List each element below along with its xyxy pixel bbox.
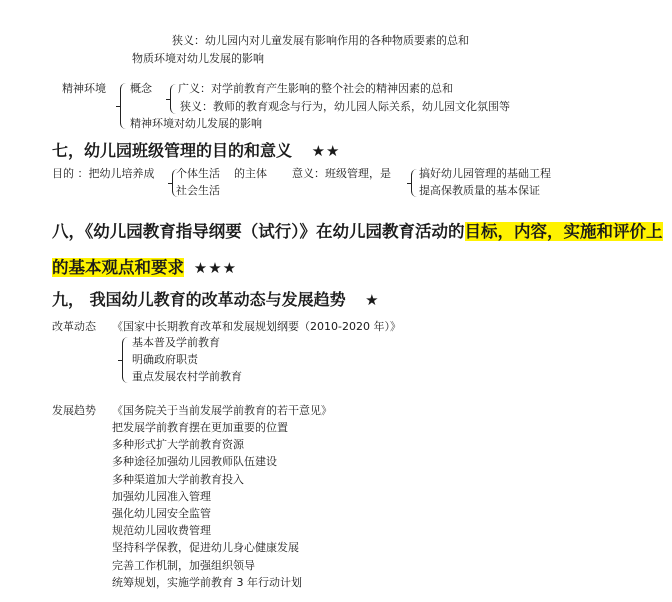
meaning-item-1: 搞好幼儿园管理的基础工程 [419,167,551,180]
reform-item: 基本普及学前教育 [132,336,220,349]
goal-prefix: 目的 ：把幼儿培养成 [52,167,155,180]
trend-item: 强化幼儿园安全监管 [112,507,211,520]
section7-title-text: 七，幼儿园班级管理的目的和意义 [52,141,293,160]
section8-line2 [52,256,237,280]
meaning-brace [411,169,418,197]
trend-item: 加强幼儿园准入管理 [112,489,211,503]
section8-part1: 八，《幼儿园教育指导纲要（试行）》在幼儿园教育活动的 [52,222,465,241]
meaning-prefix: 意义：班级管理，是 [292,167,391,180]
reform-brace [122,337,129,383]
section8-highlight-1: 目标，内容，实施和评价上 [464,222,663,241]
section7-stars: ★★ [311,142,341,160]
trend-item: 多种形式扩大学前教育资源 [112,438,244,452]
spirit-concept: 概念 [130,82,152,95]
spirit-narrow-text: 狭义：教师的教育观念与行为，幼儿园人际关系，幼儿园文化氛围等 [180,100,510,113]
trend-item: 统筹规划，实施学前教育 3 年行动计划 [112,575,302,589]
section7-title [52,141,341,161]
section9-title [52,290,380,310]
section9-stars: ★ [365,291,380,309]
goal-suffix: 的主体 [234,167,267,180]
reform-item: 明确政府职责 [132,353,198,366]
section8-highlight-2: 的基本观点和要求 [52,258,184,277]
spirit-broad-text: 广义：对学前教育产生影响的整个社会的精神因素的总和 [178,82,453,95]
trend-doc: 《国务院关于当前发展学前教育的若干意见》 [112,404,332,417]
section8-line1 [52,220,663,244]
concept-brace [170,84,177,114]
trend-item: 多种渠道加大学前教育投入 [112,472,244,486]
material-narrow-text: 狭义：幼儿园内对儿童发展有影响作用的各种物质要素的总和 [172,34,469,47]
goal-item-2: 社会生活 [176,184,220,197]
reform-item: 重点发展农村学前教育 [132,370,242,383]
trend-label: 发展趋势 [52,404,96,417]
trend-item: 完善工作机制，加强组织领导 [112,558,255,572]
spirit-label: 精神环境 [62,82,106,95]
spirit-effect-text: 精神环境对幼儿发展的影响 [130,117,262,130]
section8-stars: ★★★ [193,259,238,277]
meaning-item-2: 提高保教质量的基本保证 [419,184,540,197]
trend-item: 多种途径加强幼儿园教师队伍建设 [112,455,277,469]
trend-item: 规范幼儿园收费管理 [112,524,211,538]
spirit-brace [120,83,127,129]
goal-item-1: 个体生活 [176,167,220,180]
reform-label: 改革动态 [52,320,96,333]
trend-item: 把发展学前教育摆在更加重要的位置 [112,421,288,434]
trend-item: 坚持科学保教，促进幼儿身心健康发展 [112,541,299,555]
section9-title-text: 九， 我国幼儿教育的改革动态与发展趋势 [52,290,346,309]
reform-doc: 《国家中长期教育改革和发展规划纲要（2010-2020 年）》 [112,320,401,333]
material-effect-text: 物质环境对幼儿发展的影响 [132,52,264,65]
